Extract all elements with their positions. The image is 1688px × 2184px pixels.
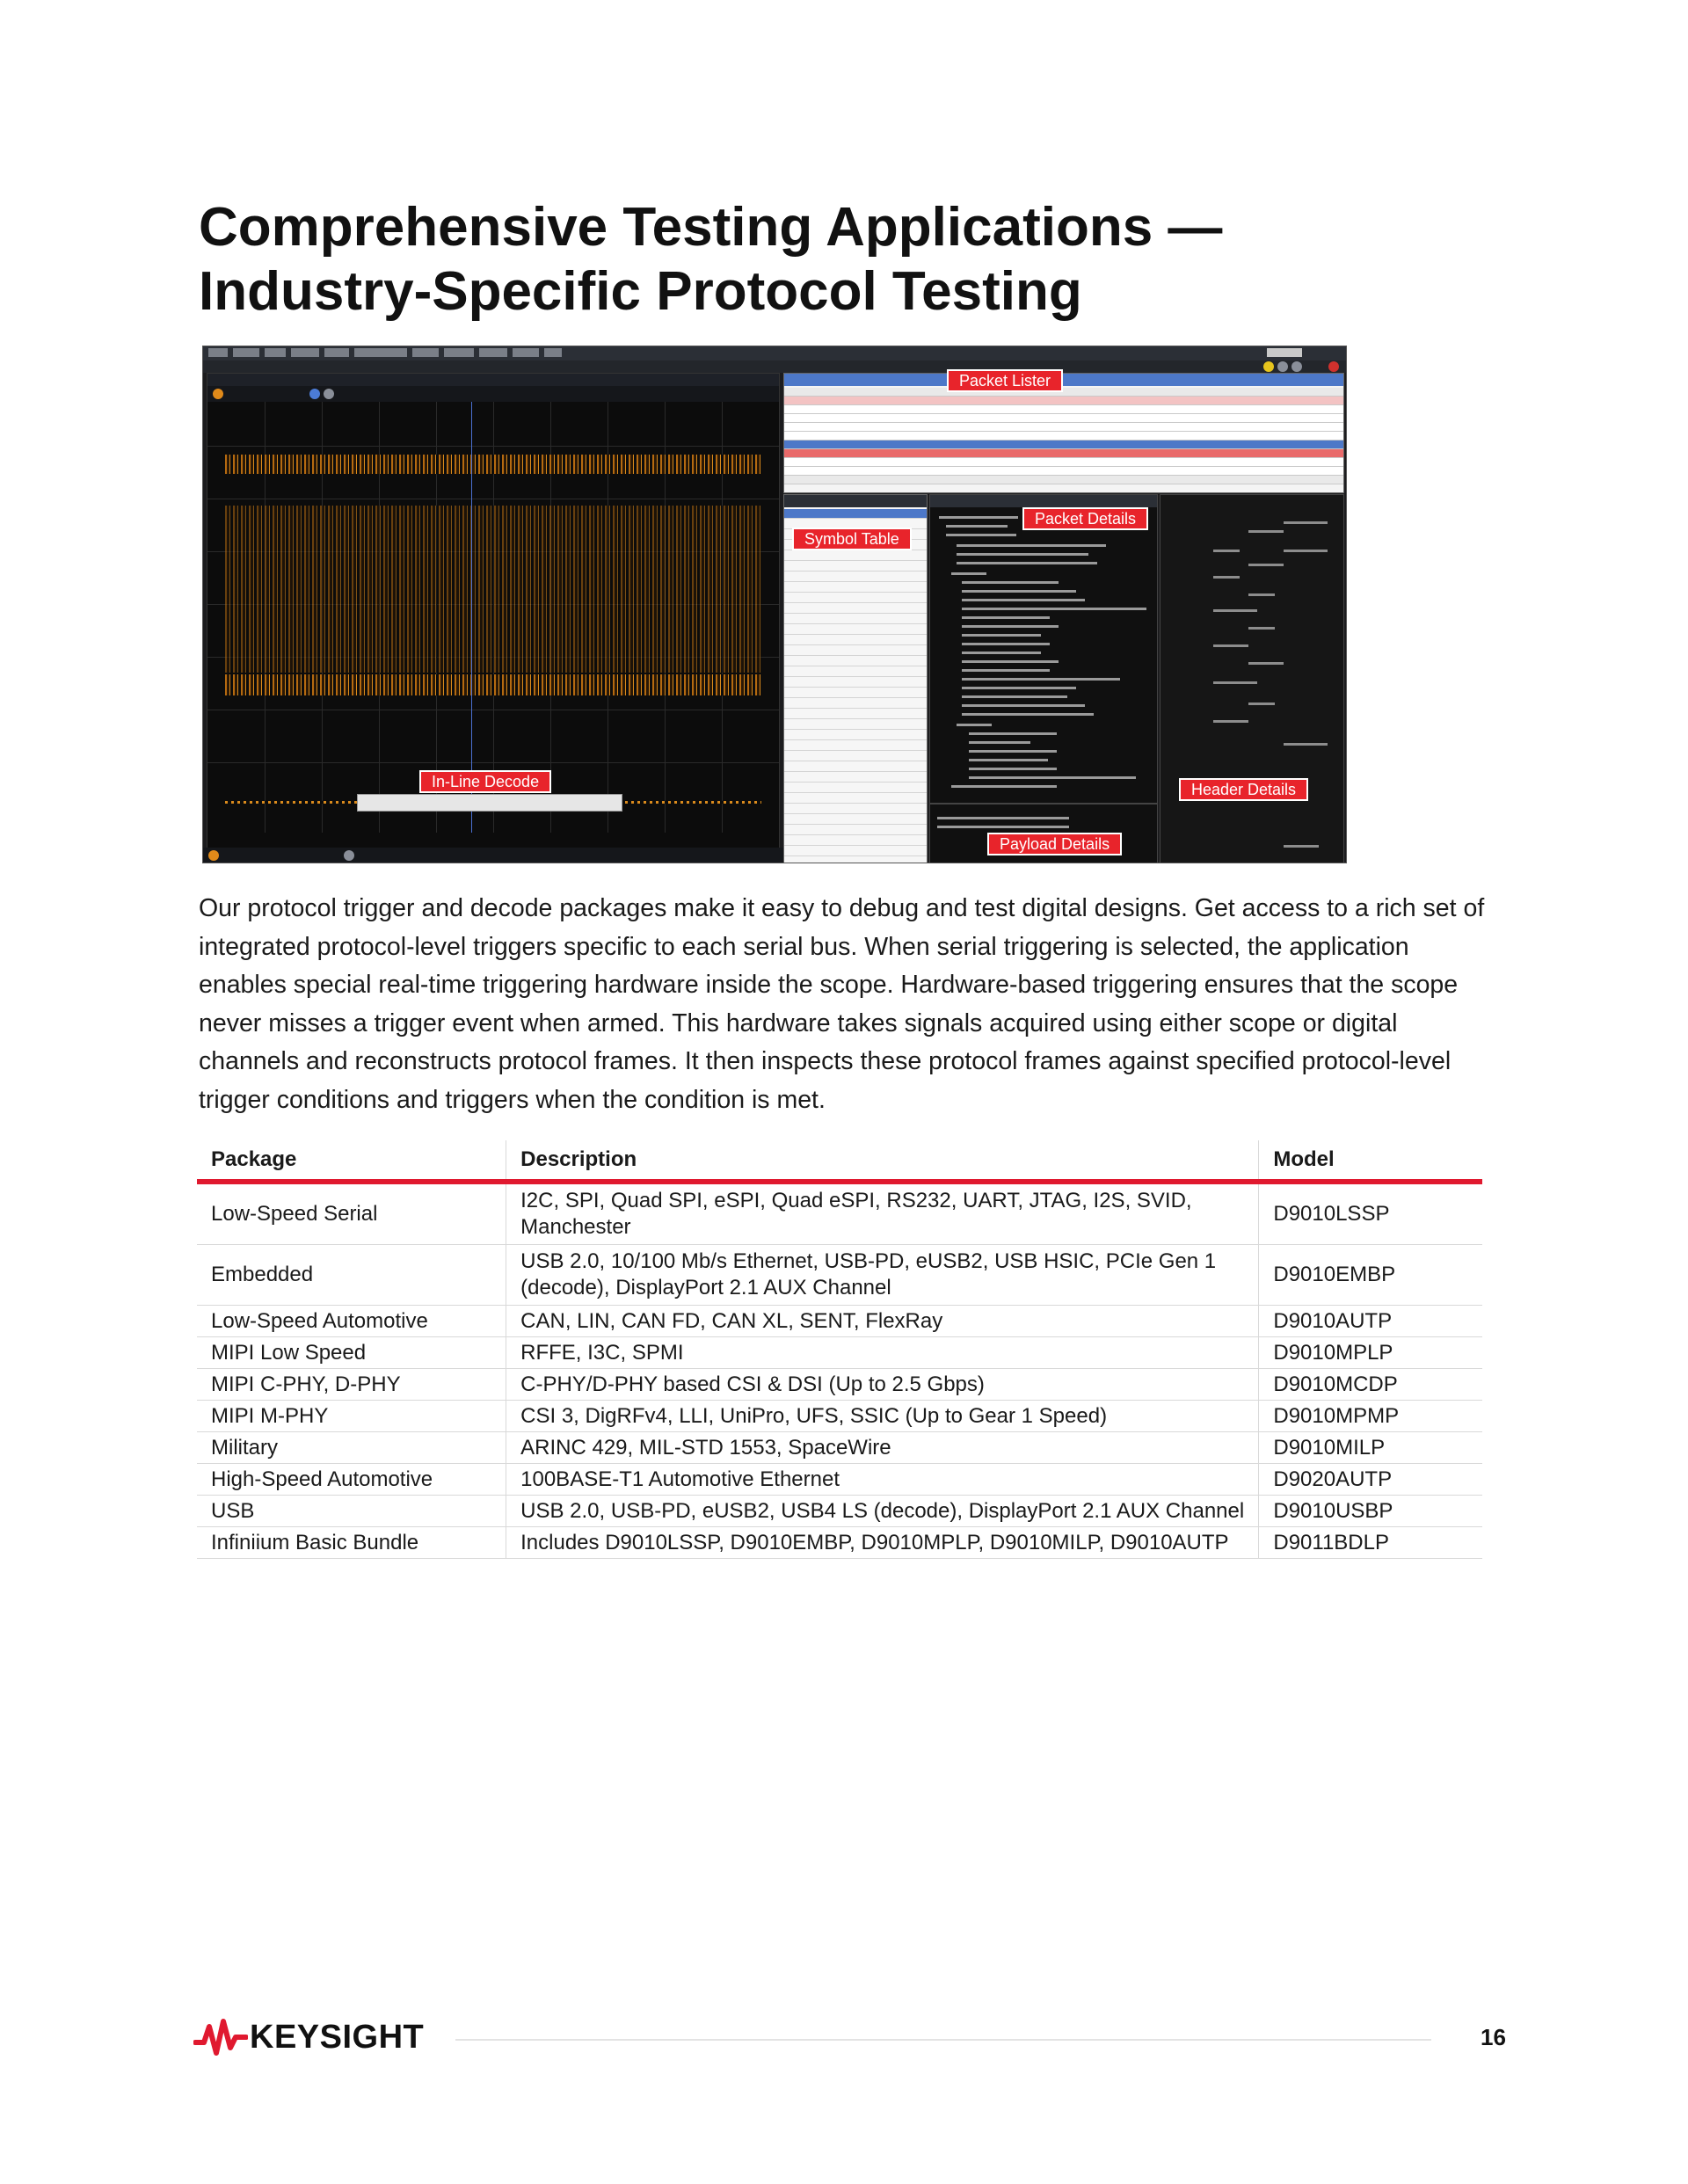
description-cell: RFFE, I3C, SPMI <box>506 1337 1259 1369</box>
model-cell: D9010MILP <box>1259 1432 1482 1464</box>
description-cell: Includes D9010LSSP, D9010EMBP, D9010MPLP, D9010MILP, D9010AUTP <box>506 1527 1259 1559</box>
packet-details-panel <box>929 494 1158 804</box>
scope-menu-bar <box>203 346 1346 360</box>
page-number: 16 <box>1481 2024 1506 2050</box>
table-row <box>197 1182 1482 1245</box>
package-cell: MIPI C-PHY, D-PHY <box>197 1369 506 1401</box>
table-row <box>197 1496 1482 1527</box>
package-cell: High-Speed Automotive <box>197 1464 506 1496</box>
description-cell: USB 2.0, USB-PD, eUSB2, USB4 LS (decode), DisplayPort 2.1 AUX Channel <box>506 1496 1259 1527</box>
description-cell: CAN, LIN, CAN FD, CAN XL, SENT, FlexRay <box>506 1306 1259 1337</box>
packet-lister-panel <box>783 373 1344 493</box>
callout-in-line-decode: In-Line Decode <box>419 770 551 793</box>
model-cell: D9020AUTP <box>1259 1464 1482 1496</box>
column-header-model: Model <box>1259 1140 1482 1182</box>
description-cell: ARINC 429, MIL-STD 1553, SpaceWire <box>506 1432 1259 1464</box>
page-title <box>199 195 1430 324</box>
table-row <box>197 1432 1482 1464</box>
package-cell: MIPI Low Speed <box>197 1337 506 1369</box>
intro-paragraph: Our protocol trigger and decode packages make it easy to debug and test digital designs. Get access to a rich set of integrated protocol-level triggers specific to each serial bus. When serial triggering is selected, the application enables special real-time triggering hardware inside the scope. Hardware-based triggering ensures that the scope never misses a trigger event when armed. This hardware takes signals acquired using either scope or digital channels and reconstructs protocol frames. It then inspects these protocol frames against specified protocol-level trigger conditions and triggers when the condition is met. <box>199 894 1485 1114</box>
table-row <box>197 1245 1482 1306</box>
keysight-wave-logo-icon <box>193 2016 248 2058</box>
package-cell: Embedded <box>197 1245 506 1306</box>
protocol-decode-screenshot <box>202 346 1347 863</box>
page-title-line-2: Industry-Specific Protocol Testing <box>199 261 1082 322</box>
scope-toolbar <box>203 360 1346 373</box>
model-cell: D9010AUTP <box>1259 1306 1482 1337</box>
callout-payload-details: Payload Details <box>987 833 1122 855</box>
page-title-line-1: Comprehensive Testing Applications — <box>199 197 1223 258</box>
footer-divider <box>455 2039 1431 2041</box>
column-header-description: Description <box>506 1140 1259 1182</box>
decode-label-box <box>357 794 622 812</box>
table-row <box>197 1337 1482 1369</box>
waveform-trace-top <box>225 455 761 474</box>
model-cell: D9010EMBP <box>1259 1245 1482 1306</box>
package-cell: Infiniium Basic Bundle <box>197 1527 506 1559</box>
model-cell: D9011BDLP <box>1259 1527 1482 1559</box>
table-row <box>197 1527 1482 1559</box>
callout-header-details: Header Details <box>1179 778 1308 801</box>
model-cell: D9010LSSP <box>1259 1182 1482 1245</box>
model-cell: D9010MPMP <box>1259 1401 1482 1432</box>
description-cell: USB 2.0, 10/100 Mb/s Ethernet, USB-PD, eUSB2, USB HSIC, PCIe Gen 1 (decode), DisplayPort 2.1 AUX Channel <box>506 1245 1259 1306</box>
header-details-panel <box>1160 494 1344 863</box>
callout-packet-lister: Packet Lister <box>947 369 1063 392</box>
description-cell: I2C, SPI, Quad SPI, eSPI, Quad eSPI, RS232, UART, JTAG, I2S, SVID, Manchester <box>506 1182 1259 1245</box>
callout-packet-details: Packet Details <box>1022 507 1148 530</box>
model-cell: D9010MCDP <box>1259 1369 1482 1401</box>
scope-status-bar <box>203 848 783 863</box>
description-cell: 100BASE-T1 Automotive Ethernet <box>506 1464 1259 1496</box>
table-row <box>197 1306 1482 1337</box>
keysight-wordmark: KEYSIGHT <box>250 2019 425 2056</box>
table-row <box>197 1464 1482 1496</box>
description-cell: CSI 3, DigRFv4, LLI, UniPro, UFS, SSIC (Up to Gear 1 Speed) <box>506 1401 1259 1432</box>
table-row <box>197 1401 1482 1432</box>
model-cell: D9010MPLP <box>1259 1337 1482 1369</box>
column-header-package: Package <box>197 1140 506 1182</box>
waveform-trace-bottom <box>225 674 761 695</box>
table-header-row <box>197 1140 1482 1182</box>
package-cell: Low-Speed Automotive <box>197 1306 506 1337</box>
callout-symbol-table: Symbol Table <box>792 528 912 550</box>
table-row <box>197 1369 1482 1401</box>
model-cell: D9010USBP <box>1259 1496 1482 1527</box>
package-cell: USB <box>197 1496 506 1527</box>
waveform-trace-middle <box>225 506 761 673</box>
description-cell: C-PHY/D-PHY based CSI & DSI (Up to 2.5 Gbps) <box>506 1369 1259 1401</box>
protocol-packages-table <box>197 1140 1482 1559</box>
package-cell: Military <box>197 1432 506 1464</box>
package-cell: MIPI M-PHY <box>197 1401 506 1432</box>
waveform-cursor <box>471 402 472 833</box>
package-cell: Low-Speed Serial <box>197 1182 506 1245</box>
